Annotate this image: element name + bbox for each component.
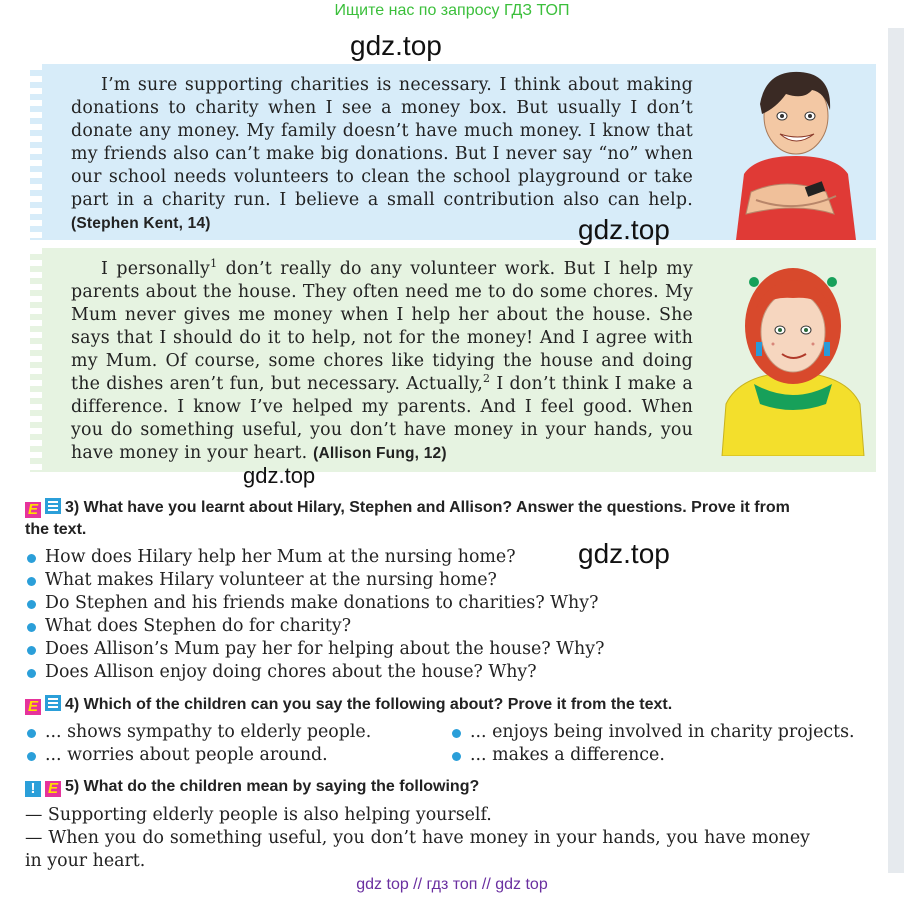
speaking-e-icon: Е xyxy=(45,781,61,797)
task3-questions xyxy=(25,546,604,684)
allison-text-1: I personally xyxy=(101,259,211,279)
allison-paragraph xyxy=(71,258,693,465)
bullet-icon xyxy=(27,554,36,563)
list-item xyxy=(25,744,371,767)
task4-title: 4) Which of the children can you say the following about? Prove it from the text. xyxy=(65,696,673,713)
task4-left-list xyxy=(25,721,371,767)
footnote-mark: 2 xyxy=(483,372,491,386)
bullet-icon xyxy=(27,646,36,655)
list-item xyxy=(25,592,604,615)
question-text: Does Allison enjoy doing chores about the house? Why? xyxy=(45,662,537,682)
page-edge-strip xyxy=(888,28,904,873)
watermark: gdz.top xyxy=(578,214,670,245)
question-text: What does Stephen do for charity? xyxy=(45,616,352,636)
list-item xyxy=(25,615,604,638)
torn-edge xyxy=(30,248,42,472)
question-text: How does Hilary help her Mum at the nursing home? xyxy=(45,547,516,567)
watermark: gdz.top xyxy=(350,30,442,61)
bullet-icon xyxy=(452,729,461,738)
list-item xyxy=(25,721,371,744)
allison-signature: (Allison Fung, 12) xyxy=(313,445,447,462)
bullet-icon xyxy=(27,600,36,609)
task4-right-list xyxy=(450,721,855,767)
bullet-icon xyxy=(27,577,36,586)
statement-text: ... makes a difference. xyxy=(470,745,665,765)
task5-title: 5) What do the children mean by saying the following? xyxy=(65,778,480,795)
watermark: gdz.top xyxy=(578,538,670,569)
list-item xyxy=(25,638,604,661)
text-list-icon xyxy=(45,498,61,514)
footnote-mark: 1 xyxy=(210,257,218,271)
task3-title: 3) What have you learnt about Hilary, Stephen and Allison? Answer the questions. Prove it from the text. xyxy=(25,499,790,538)
stephen-illustration xyxy=(716,64,876,240)
task3-heading xyxy=(25,497,815,541)
text-list-icon xyxy=(45,695,61,711)
question-text: Does Allison’s Mum pay her for helping about the house? Why? xyxy=(45,639,605,659)
statement-text: ... worries about people around. xyxy=(45,745,328,765)
footer-links: gdz top // гдз топ // gdz top xyxy=(356,876,548,893)
bullet-icon xyxy=(27,623,36,632)
list-item xyxy=(450,744,855,767)
list-item xyxy=(25,546,604,569)
speaking-e-icon: Е xyxy=(25,699,41,715)
stephen-text: I’m sure supporting charities is necessary. I think about making donations to charity when I see a money box. But usually I don’t donate any money. My family doesn’t have much money. I know that my friends also can’t make big donations. But I never say “no” when our school needs volunteers to clean the school playground or take part in a charity run. I believe a small contribution also can help. xyxy=(71,75,693,210)
list-item xyxy=(25,661,604,684)
list-item xyxy=(25,569,604,592)
task5-line: — When you do something useful, you don’t have money in your hands, you have money in your heart. xyxy=(25,828,810,871)
stephen-paragraph xyxy=(71,74,693,235)
bullet-icon xyxy=(27,669,36,678)
bullet-icon xyxy=(27,729,36,738)
top-banner: Ищите нас по запросу ГДЗ ТОП xyxy=(334,2,570,19)
task4-heading xyxy=(25,694,825,716)
stephen-signature: (Stephen Kent, 14) xyxy=(71,215,211,232)
allison-text-3: I don’t think I make a difference. I know I’ve helped my parents. And I feel good. When you do something useful, you don’t have money in your hands, you have money in your heart. xyxy=(71,374,693,463)
task5-line: — Supporting elderly people is also helping yourself. xyxy=(25,805,492,825)
bullet-icon xyxy=(452,752,461,761)
statement-text: ... enjoys being involved in charity projects. xyxy=(470,722,855,742)
allison-text-2: don’t really do any volunteer work. But I help my parents about the house. They often need me to do some chores. My Mum never gives me money when I help her about the house. She says that I should do it to help, not for the money! And I agree with my Mum. Of course, some chores like tidying the house and doing the dishes aren’t fun, but necessary. Actually, xyxy=(71,259,694,394)
speaking-e-icon: Е xyxy=(25,502,41,518)
allison-illustration xyxy=(718,256,868,456)
question-text: Do Stephen and his friends make donations to charities? Why? xyxy=(45,593,599,613)
bullet-icon xyxy=(27,752,36,761)
exclamation-icon: ! xyxy=(25,781,41,797)
watermark: gdz.top xyxy=(243,463,316,488)
question-text: What makes Hilary volunteer at the nursing home? xyxy=(45,570,497,590)
task5-heading xyxy=(25,776,815,798)
statement-text: ... shows sympathy to elderly people. xyxy=(45,722,372,742)
torn-edge xyxy=(30,64,42,240)
list-item xyxy=(450,721,855,744)
